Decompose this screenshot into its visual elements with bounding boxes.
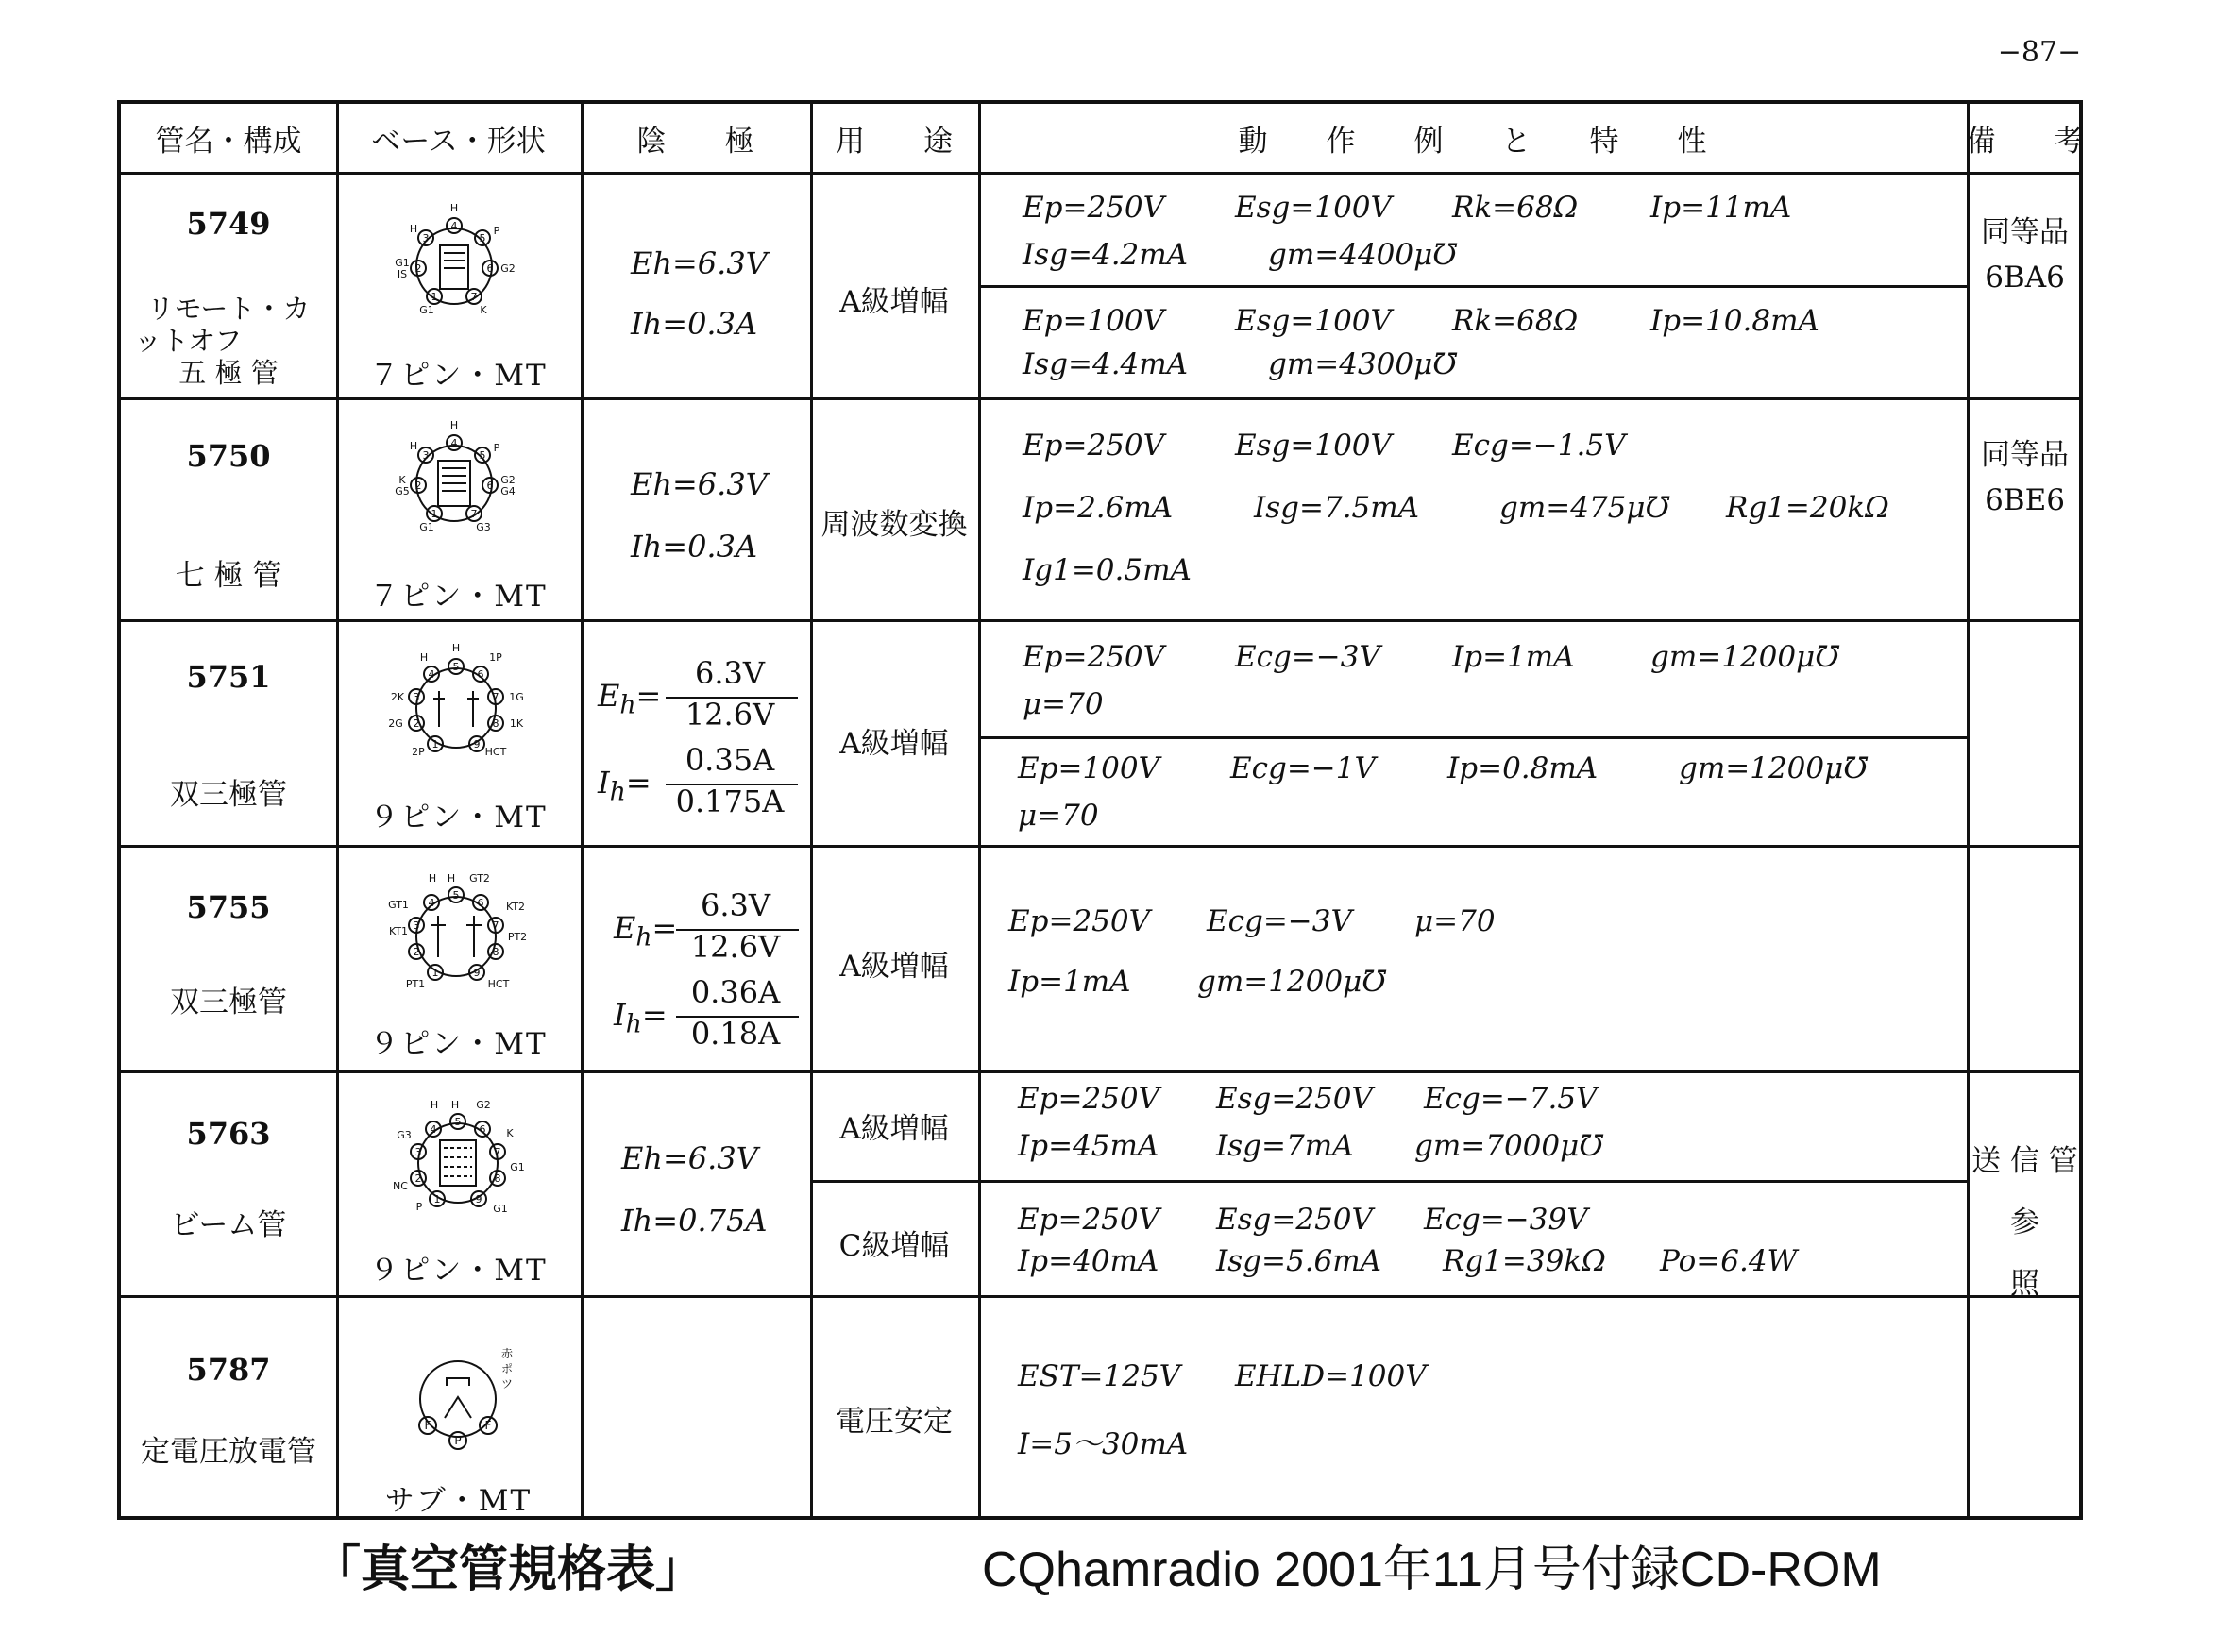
svg-text:8: 8 xyxy=(492,946,499,958)
svg-text:5: 5 xyxy=(454,1116,462,1128)
char-value: Ep=250V xyxy=(1018,1082,1160,1116)
tube-number: 5751 xyxy=(186,659,271,695)
tube-number: 5755 xyxy=(186,889,271,925)
base-label: ７ピン・MT xyxy=(369,359,548,393)
header-characteristics: 動 作 例 と 特 性 xyxy=(1238,124,1707,159)
tube-type: 七 極 管 xyxy=(175,559,282,593)
svg-text:G4: G4 xyxy=(500,485,516,497)
remarks-line: 6BA6 xyxy=(1985,261,2065,295)
footer-title: 「真空管規格表」 xyxy=(312,1542,705,1598)
svg-text:4: 4 xyxy=(450,437,458,449)
tube-number: 5750 xyxy=(186,438,271,474)
svg-text:3: 3 xyxy=(414,1146,422,1158)
char-value: μ=70 xyxy=(1414,904,1496,938)
pentode-base-icon xyxy=(385,191,527,332)
heater-current-12v: 0.175A xyxy=(675,784,785,819)
svg-text:KT2: KT2 xyxy=(505,901,526,913)
heater-current: Ih=0.75A xyxy=(621,1203,768,1239)
char-value: Ep=250V xyxy=(1008,904,1151,938)
tube-number: 5763 xyxy=(186,1116,271,1152)
svg-text:PT1: PT1 xyxy=(405,978,426,990)
svg-text:3: 3 xyxy=(413,691,420,703)
base-label: ９ピン・MT xyxy=(369,801,548,834)
svg-text:G1: G1 xyxy=(493,1203,508,1215)
svg-text:K: K xyxy=(398,474,406,486)
char-value: gm=1200μ℧ xyxy=(1679,751,1868,785)
char-value: Ep=100V xyxy=(1023,304,1165,338)
heater-current: Ih=0.3A xyxy=(631,306,758,342)
svg-text:2G: 2G xyxy=(388,717,403,730)
tube-type-line: ットオフ xyxy=(134,325,243,358)
header-name: 管名・構成 xyxy=(155,124,302,159)
svg-text:ポ: ポ xyxy=(500,1362,514,1375)
char-value: Ep=250V xyxy=(1018,1203,1160,1237)
header-use: 用 途 xyxy=(836,124,953,159)
header-base: ベース・形状 xyxy=(371,124,546,159)
svg-text:1P: 1P xyxy=(489,651,502,664)
char-value: EST=125V xyxy=(1018,1359,1181,1393)
svg-text:P: P xyxy=(454,1434,462,1447)
svg-text:H: H xyxy=(409,223,418,235)
svg-text:H: H xyxy=(428,872,437,885)
svg-text:G2: G2 xyxy=(476,1099,491,1111)
svg-text:2K: 2K xyxy=(390,691,405,703)
heater-current-6v: 0.35A xyxy=(685,742,775,778)
use-label: A級増幅 xyxy=(839,285,949,319)
beam-tube-base-icon xyxy=(378,1086,538,1237)
char-value: Isg=7.5mA xyxy=(1254,491,1420,525)
char-value: Rk=68Ω xyxy=(1452,304,1579,338)
tube-type xyxy=(121,293,336,390)
row-divider xyxy=(121,845,2079,848)
svg-text:PT2: PT2 xyxy=(507,931,528,943)
heater-voltage-fraction: $E_h=$ 6.3V 12.6V xyxy=(598,655,805,750)
char-value: Ip=0.8mA xyxy=(1447,751,1599,785)
column-divider xyxy=(581,104,584,1516)
char-value: Ecg=−3V xyxy=(1235,640,1380,674)
heater-current-fraction: $I_h=$ 0.36A 0.18A xyxy=(614,974,812,1069)
svg-text:F: F xyxy=(484,1419,492,1432)
page-number: −87− xyxy=(1997,36,2082,69)
svg-text:K: K xyxy=(506,1127,514,1139)
remarks xyxy=(1967,432,2083,523)
char-value: gm=4300μ℧ xyxy=(1268,347,1457,381)
tube-spec-table xyxy=(117,100,2098,1520)
char-value: Ip=40mA xyxy=(1018,1244,1159,1278)
char-value: gm=4400μ℧ xyxy=(1268,238,1457,272)
tube-type-line: リモート・カ xyxy=(146,293,311,325)
svg-text:1: 1 xyxy=(431,291,438,303)
svg-text:IS: IS xyxy=(397,268,408,280)
use-label: C級増幅 xyxy=(838,1229,950,1263)
sub-row-divider xyxy=(978,736,1967,739)
svg-text:H: H xyxy=(409,440,418,452)
svg-text:H: H xyxy=(451,642,461,654)
svg-text:3: 3 xyxy=(422,232,430,244)
char-value: Isg=4.4mA xyxy=(1023,347,1189,381)
char-value: Ecg=−7.5V xyxy=(1424,1082,1598,1116)
heater-voltage-fraction: $E_h=$ 6.3V 12.6V xyxy=(614,887,812,982)
char-value: gm=475μ℧ xyxy=(1499,491,1670,525)
svg-text:1: 1 xyxy=(431,508,438,520)
svg-text:7: 7 xyxy=(470,291,478,303)
char-value: Ip=45mA xyxy=(1018,1129,1159,1163)
heater-current: Ih=0.3A xyxy=(631,529,758,565)
svg-text:3: 3 xyxy=(413,919,420,932)
char-value: Ip=1mA xyxy=(1008,965,1131,999)
svg-text:H: H xyxy=(430,1099,439,1111)
svg-text:5: 5 xyxy=(479,232,486,244)
svg-text:6: 6 xyxy=(477,668,484,681)
svg-text:2: 2 xyxy=(413,717,420,730)
char-value: Ep=250V xyxy=(1023,191,1165,225)
char-value: Isg=5.6mA xyxy=(1216,1244,1382,1278)
row-divider xyxy=(121,1070,2079,1073)
svg-text:HCT: HCT xyxy=(484,746,507,758)
svg-text:NC: NC xyxy=(393,1180,408,1192)
char-value: Rk=68Ω xyxy=(1452,191,1579,225)
header-divider xyxy=(121,172,2079,175)
column-divider xyxy=(978,104,981,1516)
char-value: Ip=11mA xyxy=(1650,191,1792,225)
char-value: gm=7000μ℧ xyxy=(1414,1129,1603,1163)
twin-triode-base-icon xyxy=(381,632,532,774)
base-label: ９ピン・MT xyxy=(369,1254,548,1288)
svg-text:6: 6 xyxy=(479,1123,486,1136)
char-value: Ip=1mA xyxy=(1452,640,1575,674)
char-value: Isg=4.2mA xyxy=(1023,238,1189,272)
svg-text:1G: 1G xyxy=(509,691,524,703)
svg-text:G1: G1 xyxy=(395,257,410,269)
svg-text:8: 8 xyxy=(492,717,499,730)
heater-current-12v: 0.18A xyxy=(690,1016,781,1052)
remarks-line: 同等品 xyxy=(1981,438,2069,472)
char-value: Ecg=−1.5V xyxy=(1452,429,1626,463)
svg-text:9: 9 xyxy=(473,967,481,979)
heater-current-fraction: $I_h=$ 0.35A 0.175A xyxy=(598,742,805,836)
use-label: A級増幅 xyxy=(839,727,949,761)
svg-text:4: 4 xyxy=(430,1123,437,1136)
tube-type: ビーム管 xyxy=(170,1208,287,1242)
svg-text:3: 3 xyxy=(422,449,430,462)
row-divider xyxy=(121,1295,2079,1298)
svg-text:G3: G3 xyxy=(476,521,491,533)
char-value: Esg=250V xyxy=(1216,1203,1373,1237)
char-value: Isg=7mA xyxy=(1216,1129,1354,1163)
heater-voltage: Eh=6.3V xyxy=(631,466,768,502)
tube-type: 双三極管 xyxy=(170,986,287,1020)
twin-triode-base-icon xyxy=(376,859,536,1010)
heater-voltage: Eh=6.3V xyxy=(631,245,768,281)
svg-text:2: 2 xyxy=(414,1172,422,1185)
char-value: Esg=100V xyxy=(1235,191,1392,225)
svg-text:8: 8 xyxy=(494,1172,501,1185)
svg-text:P: P xyxy=(493,442,500,454)
char-value: Ig1=0.5mA xyxy=(1023,553,1192,587)
row-divider xyxy=(121,619,2079,622)
use-label: A級増幅 xyxy=(839,950,949,984)
svg-text:G2: G2 xyxy=(500,474,516,486)
sub-row-divider xyxy=(810,1180,1967,1183)
svg-text:G1: G1 xyxy=(419,304,434,316)
svg-text:GT1: GT1 xyxy=(388,899,409,911)
remarks-line: 同等品 xyxy=(1981,215,2069,249)
svg-text:F: F xyxy=(424,1419,431,1432)
row-divider xyxy=(121,397,2079,400)
remarks xyxy=(1967,1131,2098,1315)
svg-text:6: 6 xyxy=(486,480,494,492)
heater-voltage-6v: 6.3V xyxy=(695,655,765,691)
svg-text:1: 1 xyxy=(431,738,439,750)
voltage-regulator-base-icon xyxy=(399,1331,532,1473)
char-value: μ=70 xyxy=(1018,799,1099,833)
use-label: A級増幅 xyxy=(839,1112,949,1146)
tube-type: 定電圧放電管 xyxy=(141,1435,316,1469)
svg-text:5: 5 xyxy=(479,449,486,462)
svg-text:ツ: ツ xyxy=(500,1377,514,1391)
char-value: Rg1=20kΩ xyxy=(1726,491,1889,525)
char-value: Ip=10.8mA xyxy=(1650,304,1819,338)
svg-text:H: H xyxy=(449,419,459,431)
svg-text:G3: G3 xyxy=(397,1129,412,1141)
use-label: 周波数変換 xyxy=(820,508,968,542)
remarks-line: 送 信 管 xyxy=(1971,1144,2078,1178)
svg-text:G5: G5 xyxy=(395,485,410,497)
char-value: Esg=100V xyxy=(1235,429,1392,463)
char-value: I=5〜30mA xyxy=(1018,1427,1189,1461)
base-label: サブ・MT xyxy=(384,1484,533,1518)
heater-voltage-12v: 12.6V xyxy=(685,697,775,733)
footer-source: CQhamradio 2001年11月号付録CD-ROM xyxy=(982,1542,1882,1597)
char-value: Rg1=39kΩ xyxy=(1443,1244,1606,1278)
sub-row-divider xyxy=(978,285,1967,288)
header-cathode: 陰 極 xyxy=(636,124,754,159)
svg-text:P: P xyxy=(415,1201,423,1213)
svg-text:5: 5 xyxy=(452,661,460,673)
svg-text:G1: G1 xyxy=(419,521,434,533)
svg-text:G2: G2 xyxy=(500,262,516,275)
svg-text:4: 4 xyxy=(428,668,435,681)
tube-type: 双三極管 xyxy=(170,778,287,812)
char-value: Po=6.4W xyxy=(1660,1244,1798,1278)
svg-text:9: 9 xyxy=(473,738,481,750)
heptode-base-icon xyxy=(385,408,527,549)
char-value: Ep=100V xyxy=(1018,751,1160,785)
heater-current-6v: 0.36A xyxy=(690,974,781,1010)
svg-text:P: P xyxy=(493,225,500,237)
svg-text:HCT: HCT xyxy=(487,978,510,990)
tube-number: 5749 xyxy=(186,206,271,242)
remarks xyxy=(1967,210,2083,300)
svg-text:2P: 2P xyxy=(412,746,425,758)
use-label: 電圧安定 xyxy=(836,1405,953,1439)
svg-text:7: 7 xyxy=(492,919,499,932)
svg-text:4: 4 xyxy=(428,897,435,909)
svg-text:2: 2 xyxy=(414,480,422,492)
svg-text:H: H xyxy=(419,651,429,664)
char-value: Ep=250V xyxy=(1023,640,1165,674)
char-value: Esg=250V xyxy=(1216,1082,1373,1116)
svg-text:1K: 1K xyxy=(509,717,524,730)
svg-text:6: 6 xyxy=(477,897,484,909)
svg-text:7: 7 xyxy=(492,691,499,703)
svg-text:1: 1 xyxy=(431,967,439,979)
char-value: Ecg=−3V xyxy=(1207,904,1352,938)
svg-text:7: 7 xyxy=(494,1146,501,1158)
char-value: EHLD=100V xyxy=(1235,1359,1427,1393)
svg-text:K: K xyxy=(480,304,487,316)
remarks-line: 参 照 xyxy=(2010,1205,2098,1302)
svg-text:G1: G1 xyxy=(510,1161,525,1173)
char-value: gm=1200μ℧ xyxy=(1197,965,1386,999)
svg-text:5: 5 xyxy=(452,889,460,902)
remarks-line: 6BE6 xyxy=(1985,483,2065,518)
svg-text:7: 7 xyxy=(470,508,478,520)
svg-text:4: 4 xyxy=(450,220,458,232)
svg-text:KT1: KT1 xyxy=(388,925,409,937)
svg-text:H: H xyxy=(450,1099,460,1111)
char-value: Ep=250V xyxy=(1023,429,1165,463)
header-remarks: 備 考 xyxy=(1966,124,2084,159)
svg-text:2: 2 xyxy=(413,946,420,958)
heater-voltage-6v: 6.3V xyxy=(701,887,770,923)
svg-text:6: 6 xyxy=(486,262,494,275)
heater-voltage: Eh=6.3V xyxy=(621,1140,758,1176)
heater-voltage-12v: 12.6V xyxy=(690,929,781,965)
svg-text:H: H xyxy=(449,202,459,214)
char-value: Esg=100V xyxy=(1235,304,1392,338)
char-value: Ip=2.6mA xyxy=(1023,491,1174,525)
char-value: Ecg=−39V xyxy=(1424,1203,1588,1237)
svg-text:赤: 赤 xyxy=(500,1347,514,1360)
base-label: ７ピン・MT xyxy=(369,580,548,614)
svg-text:2: 2 xyxy=(414,262,422,275)
char-value: μ=70 xyxy=(1023,687,1104,721)
svg-text:9: 9 xyxy=(475,1193,482,1205)
svg-text:1: 1 xyxy=(433,1193,441,1205)
char-value: gm=1200μ℧ xyxy=(1650,640,1839,674)
svg-text:GT2: GT2 xyxy=(469,872,490,885)
base-label: ９ピン・MT xyxy=(369,1027,548,1061)
tube-type-line: 五 極 管 xyxy=(178,357,279,390)
svg-text:H: H xyxy=(447,872,456,885)
char-value: Ecg=−1V xyxy=(1230,751,1376,785)
tube-number: 5787 xyxy=(186,1352,271,1388)
